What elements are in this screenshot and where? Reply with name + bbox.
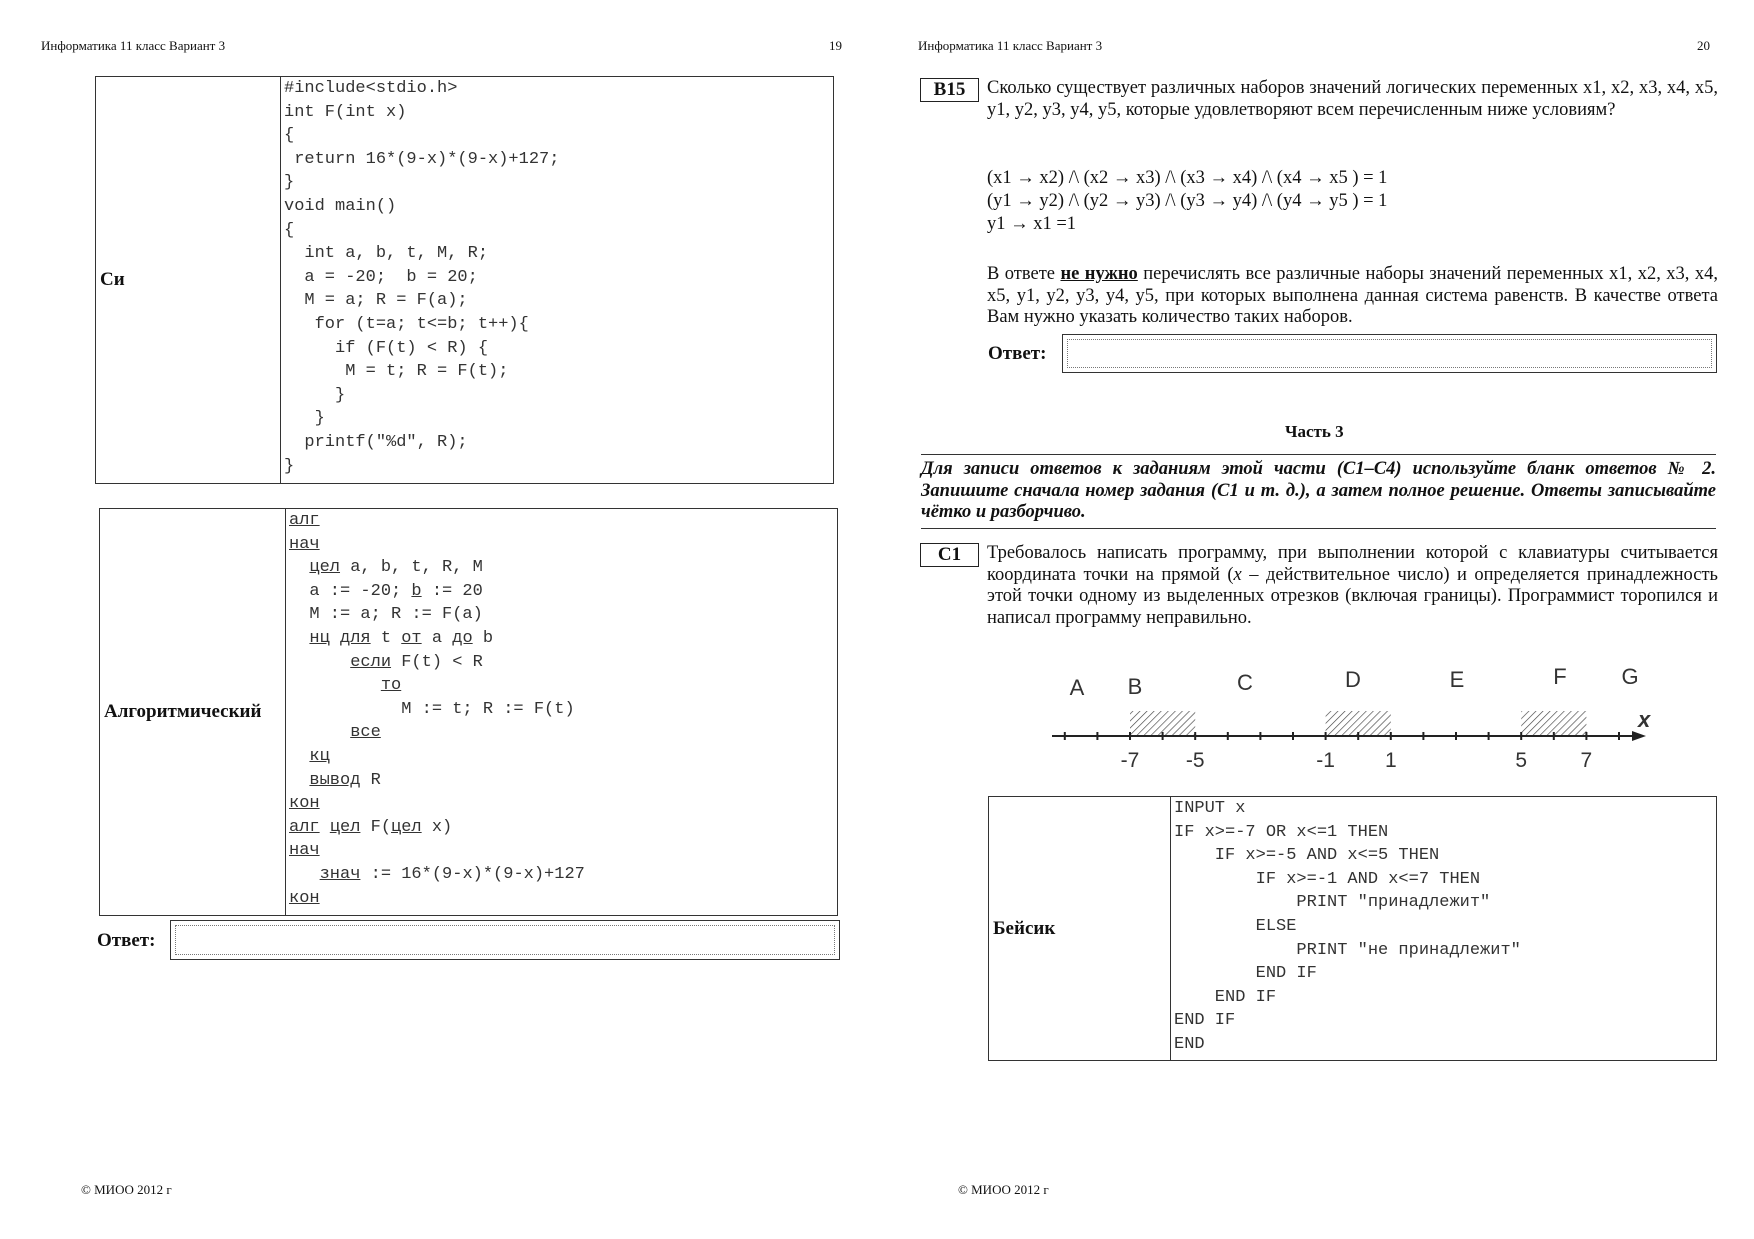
algo-code-line (289, 533, 837, 557)
c-code-line: } (284, 385, 346, 405)
algo-code-text: R (360, 770, 381, 790)
c-code-line: #include<stdio.h> (284, 79, 458, 98)
c-code-line: void main() (284, 196, 397, 216)
algo-code-line (289, 603, 837, 627)
c1-text (987, 543, 1718, 629)
algo-code-text: a (421, 628, 453, 648)
left-page-header: Информатика 11 класс Вариант 3 (41, 38, 226, 53)
c-code-line: return 16*(9-x)*(9-x)+127; (284, 149, 560, 169)
basic-code-line: IF x>=-7 OR x<=1 THEN (1174, 822, 1389, 842)
basic-code-line: IF x>=-1 AND x<=7 THEN (1174, 869, 1481, 889)
algo-code-text: t (370, 628, 402, 648)
c-code-line: for (t=a; t<=b; t++){ (284, 314, 529, 334)
c-code-line: { (284, 220, 295, 240)
basic-code-line: END (1174, 1034, 1205, 1054)
algo-code-text (289, 747, 309, 766)
algo-code-line (289, 721, 837, 745)
algo-keyword: нц (309, 628, 330, 648)
c-code-line: { (284, 126, 295, 146)
basic-code-line: END IF (1174, 987, 1277, 1007)
c-code-line: printf("%d", R); (284, 432, 468, 452)
algo-program-table (99, 508, 838, 916)
algo-code-text (330, 629, 340, 648)
c-code-line: int a, b, t, M, R; (284, 244, 489, 264)
number-line-arrow (1632, 731, 1646, 741)
algo-code-line (289, 509, 837, 533)
algo-code-text: a, b, t, R, M (340, 558, 483, 578)
algo-code-text (289, 653, 350, 672)
algo-keyword: для (340, 628, 371, 648)
b15-note-suffix: перечислять все различные наборы значений переменных x1, x2, x3, x4, x5, y1, y2, y3, y4, y5, при которых выполнена данная система равенств. В качестве ответа Вам нужно указать количество таких наборов. (987, 264, 1719, 327)
c1-text-var: x (1233, 564, 1242, 585)
algo-code-line (289, 863, 837, 887)
tick-label: 5 (1515, 749, 1528, 772)
algo-code-line (289, 769, 837, 793)
algo-keyword: алг (289, 817, 320, 837)
c-program-table (95, 76, 834, 484)
tick-label: -1 (1316, 749, 1335, 772)
algo-code-text: a := -20; (289, 581, 412, 601)
algo-code-cell (286, 509, 838, 916)
basic-code-line: IF x>=-5 AND x<=5 THEN (1174, 846, 1440, 866)
basic-code-cell (1171, 797, 1717, 1061)
c-code-line: } (284, 409, 325, 429)
algo-code-line (289, 627, 837, 651)
part3-title: Часть 3 (1285, 422, 1344, 441)
basic-program-table (988, 796, 1717, 1061)
basic-code-line: PRINT "принадлежит" (1174, 893, 1491, 913)
basic-code-line: END IF (1174, 964, 1317, 984)
point-label: E (1449, 667, 1465, 692)
c-code-line: M = t; R = F(t); (284, 362, 509, 382)
algo-keyword: цел (329, 817, 361, 837)
algo-code-text: M := a; R := F(a) (289, 605, 483, 625)
algo-code-line (289, 580, 837, 604)
tick-label: -5 (1185, 749, 1205, 772)
b15-note-emphasis: не нужно (1060, 264, 1138, 284)
tick-label: -7 (1120, 749, 1140, 772)
left-answer-field[interactable] (170, 920, 840, 960)
algo-keyword: цел (309, 558, 341, 578)
algo-keyword: если (350, 652, 392, 672)
algo-keyword: вывод (309, 770, 361, 790)
number-line-diagram (1040, 655, 1660, 780)
algo-code-text: := 20 (421, 581, 483, 601)
c-code-line: if (F(t) < R) { (284, 338, 489, 358)
algo-keyword: до (452, 628, 473, 648)
algo-code-text (289, 723, 350, 742)
algo-keyword: кон (289, 794, 320, 814)
algo-code-line (289, 792, 837, 816)
algo-code-line (289, 839, 837, 863)
c-language-label: Си (96, 77, 281, 484)
c1-text-before: Требовалось написать программу, при выполнении которой с клавиатуры считывается координата точки на прямой ( (987, 543, 1718, 585)
left-footer: © МИОО 2012 г (81, 1182, 172, 1197)
right-page-header: Информатика 11 класс Вариант 3 (918, 38, 1103, 53)
algo-code-line (289, 674, 837, 698)
basic-code-line: ELSE (1174, 916, 1297, 936)
algo-keyword: b (411, 581, 422, 601)
b15-note (987, 264, 1718, 329)
algo-keyword: то (380, 676, 402, 696)
point-label: C (1237, 670, 1253, 695)
algo-code-text (289, 558, 309, 577)
b15-answer-field[interactable] (1062, 334, 1717, 373)
algo-keyword: знач (319, 864, 361, 884)
b15-code-box: B15 (920, 78, 979, 102)
basic-code (1174, 797, 1716, 1057)
b15-answer-label: Ответ: (988, 343, 1047, 364)
algo-code-text: := 16*(9-x)*(9-x)+127 (360, 864, 585, 884)
basic-code-line: PRINT "не принадлежит" (1174, 940, 1521, 960)
axis-label-x: x (1638, 707, 1651, 732)
algo-code-text (289, 865, 320, 884)
algo-keyword: алг (289, 511, 320, 530)
algo-code-text: x) (421, 817, 453, 837)
algo-code-line (289, 887, 837, 911)
algo-code-line (289, 745, 837, 769)
algo-code-line (289, 556, 837, 580)
b15-formula-3: y1 → x1 =1 (987, 214, 1077, 234)
basic-code-line: INPUT x (1174, 799, 1246, 818)
algo-keyword: кц (309, 746, 330, 766)
algo-keyword: все (350, 723, 381, 743)
b15-formula-2: (y1 → y2) /\ (y2 → y3) /\ (y3 → y4) /\ (y4 → y5 ) = 1 (987, 191, 1388, 211)
algo-keyword: нач (289, 841, 320, 861)
algo-code-line (289, 651, 837, 675)
basic-code-line: END IF (1174, 1011, 1236, 1031)
algo-code-text: F(t) < R (391, 652, 483, 672)
c-code-line: a = -20; b = 20; (284, 267, 478, 287)
point-label: B (1127, 674, 1143, 699)
basic-language-label: Бейсик (989, 797, 1171, 1061)
algo-keyword: нач (289, 534, 320, 554)
c-code-line: } (284, 456, 295, 476)
right-footer: © МИОО 2012 г (958, 1182, 1049, 1197)
b15-formula-1: (x1 → x2) /\ (x2 → x3) /\ (x3 → x4) /\ (x4 → x5 ) = 1 (987, 168, 1388, 188)
left-answer-label: Ответ: (97, 930, 156, 951)
c-code-line: } (284, 173, 295, 193)
c1-code-box: C1 (920, 543, 979, 567)
point-label: G (1621, 664, 1639, 689)
point-label: F (1553, 664, 1567, 689)
b15-note-prefix: В ответе (987, 264, 1061, 284)
part3-instruction: Для записи ответов к заданиям этой части (С1–С4) используйте бланк ответов № 2. Запишите сначала номер задания (С1 и т. д.), а затем полное решение. Ответы записывайте чётко и разборчиво. (921, 454, 1716, 529)
tick-label: 7 (1580, 749, 1593, 772)
algo-language-label: Алгоритмический (100, 509, 286, 916)
algo-code-text: F( (360, 817, 392, 837)
b15-question: Сколько существует различных наборов значений логических переменных x1, x2, x3, x4, x5, y1, y2, y3, y4, y5, которые удовлетворяют всем перечисленным ниже условиям? (987, 78, 1718, 120)
algo-code-text: M := t; R := F(t) (289, 699, 575, 719)
algo-keyword: кон (289, 888, 320, 908)
algo-code-text (289, 771, 309, 790)
c-code-cell (281, 77, 834, 484)
algo-code-line (289, 816, 837, 840)
algo-code-text: b (472, 628, 494, 648)
point-label: A (1069, 675, 1085, 700)
algo-code (289, 509, 837, 910)
tick-label: 1 (1384, 749, 1397, 772)
algo-keyword: от (401, 628, 422, 648)
algo-keyword: цел (391, 817, 422, 837)
right-page-number: 20 (1697, 38, 1710, 53)
left-page-number: 19 (829, 38, 842, 53)
algo-code-line (289, 698, 837, 722)
c-code-line: int F(int x) (284, 102, 407, 122)
c-code (284, 77, 833, 478)
c1-text-after: – действительное число) и определяется принадлежность этой точки одному из выделенных отрезков (включая границы). Программист торопился и написал программу неправильно. (987, 564, 1718, 628)
point-label: D (1345, 667, 1361, 692)
algo-code-text (289, 676, 381, 695)
c-code-line: M = a; R = F(a); (284, 291, 468, 311)
algo-code-text (289, 629, 309, 648)
algo-code-text (320, 818, 330, 837)
